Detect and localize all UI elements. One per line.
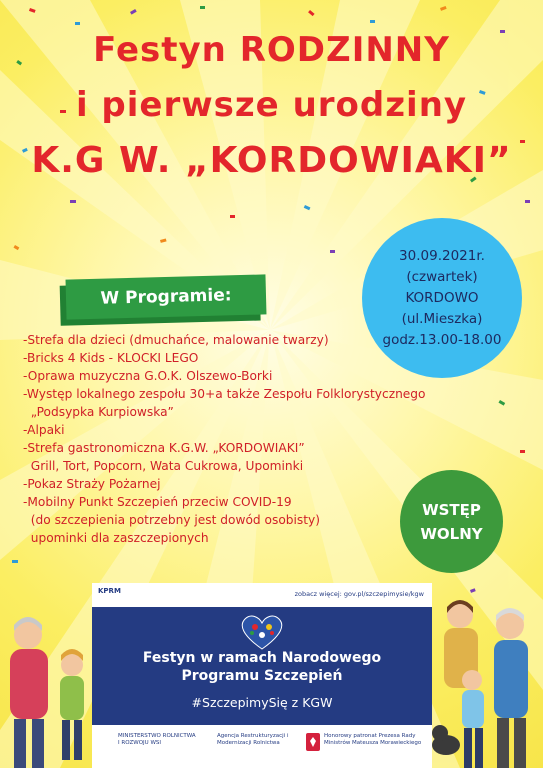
program-item: -Mobilny Punkt Szczepień przeciw COVID-19: [23, 495, 292, 509]
title-line-1: Festyn RODZINNY: [93, 30, 450, 70]
ministry-logo: MINISTERSTWO ROLNICTWA I ROZWOJU WSI: [118, 733, 196, 746]
kprm-logo: KPRM: [98, 587, 121, 595]
program-item: -Występ lokalnego zespołu 30+a także Zespołu Folklorystycznego: [23, 387, 426, 401]
program-item: (do szczepienia potrzebny jest dowód osobisty): [23, 513, 321, 527]
entry-line-2: WOLNY: [420, 524, 483, 543]
program-item: -Strefa gastronomiczna K.G.W. „KORDOWIAKI”: [23, 441, 305, 455]
card-title: [92, 649, 432, 685]
title-line-3: K.G W. „KORDOWIAKI”: [31, 140, 512, 181]
see-more-link[interactable]: zobacz więcej: gov.pl/szczepimysie/kgw: [294, 590, 424, 598]
program-item: -Pokaz Straży Pożarnej: [23, 477, 161, 491]
event-day: (czwartek): [406, 268, 478, 285]
program-banner: [66, 274, 267, 319]
event-street: (ul.Mieszka): [401, 310, 483, 327]
program-item: -Alpaki: [23, 423, 65, 437]
card-footer: [92, 725, 432, 768]
card-title-line-1: Festyn w ramach Narodowego: [142, 650, 382, 666]
program-item: Grill, Tort, Popcorn, Wata Cukrowa, Upominki: [23, 459, 304, 473]
program-item: „Podsypka Kurpiowska”: [23, 405, 174, 419]
family-left-illustration: [0, 595, 95, 768]
vaccination-card: [92, 583, 432, 768]
patronage-text: Honorowy patronat Prezesa Rady Ministrów Mateusza Morawieckiego: [324, 733, 422, 746]
program-item: -Bricks 4 Kids - KLOCKI LEGO: [23, 351, 199, 365]
card-header: [92, 583, 432, 607]
program-item: upominki dla zaszczepionych: [23, 531, 209, 545]
event-hours: godz.13.00-18.00: [382, 331, 502, 348]
title-line-2: i pierwsze urodziny: [75, 85, 468, 125]
card-hashtag: #SzczepimySię z KGW: [191, 695, 333, 710]
event-date: 30.09.2021r.: [399, 247, 485, 264]
folk-heart-icon: [237, 611, 287, 651]
arimr-logo: Agencja Restrukturyzacji i Modernizacji Rolnictwa: [217, 733, 289, 746]
card-title-line-2: Programu Szczepień: [181, 668, 343, 684]
family-right-illustration: [432, 585, 543, 768]
event-place: KORDOWO: [405, 289, 479, 306]
free-entry-badge: [400, 470, 503, 573]
eagle-emblem-icon: [306, 733, 320, 751]
program-heading: W Programie:: [100, 285, 232, 309]
program-item: -Strefa dla dzieci (dmuchańce, malowanie twarzy): [23, 333, 329, 347]
program-item: -Oprawa muzyczna G.O.K. Olszewo-Borki: [23, 369, 273, 383]
entry-line-1: WSTĘP: [422, 500, 481, 519]
